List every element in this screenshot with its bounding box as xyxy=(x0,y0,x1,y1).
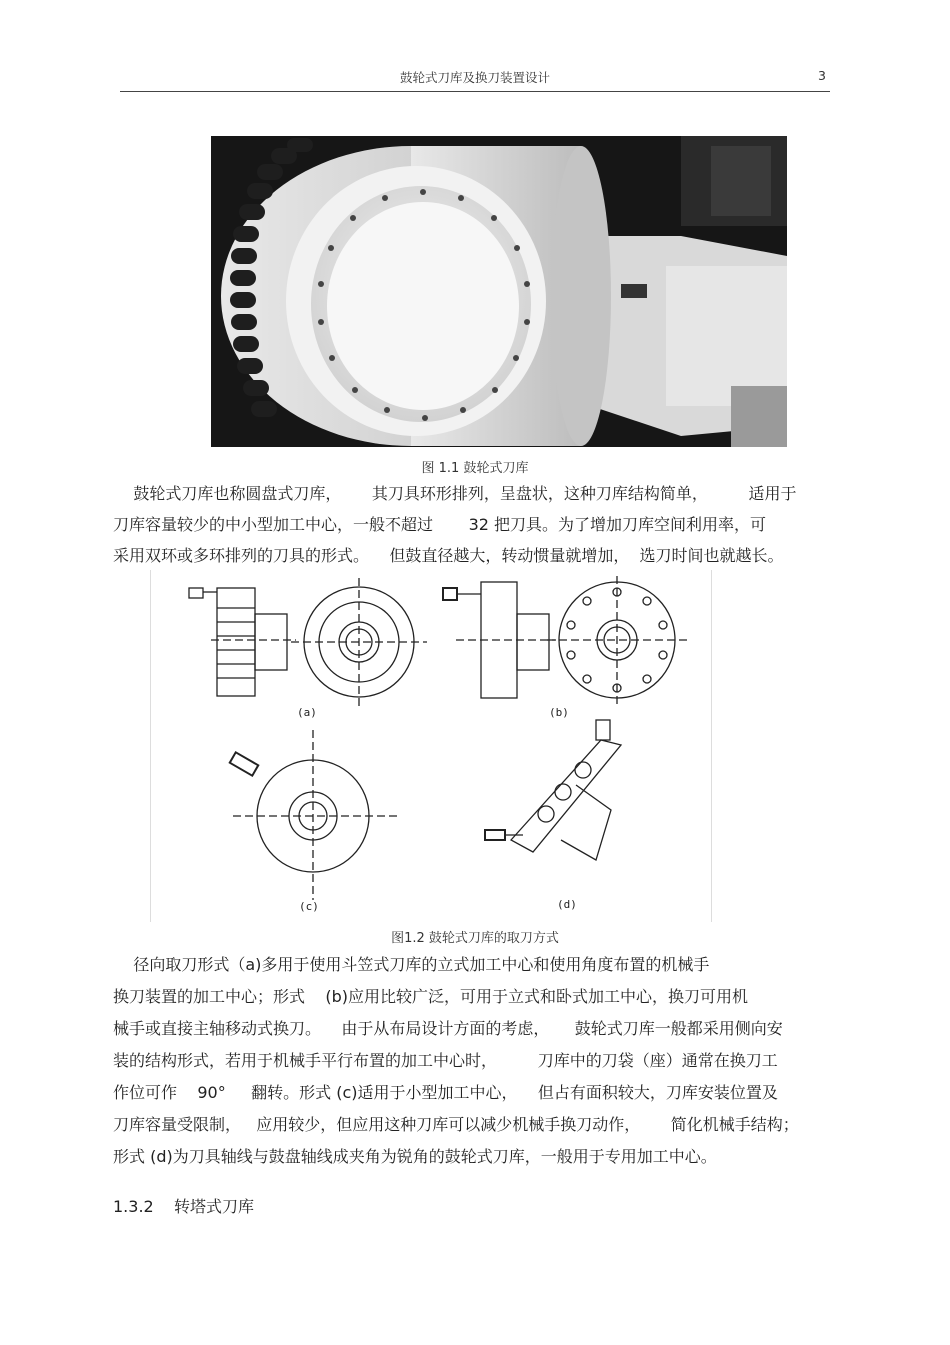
section-heading: 1.3.2 转塔式刀库 xyxy=(113,1197,255,1216)
diagram-label-b: (b) xyxy=(549,706,569,719)
paragraph-2-line-1: 径向取刀形式（a)多用于使用斗笠式刀库的立式加工中心和使用角度布置的机械手 xyxy=(113,955,710,974)
paragraph-2-line-4: 装的结构形式，若用于机械手平行布置的加工中心时， 刀库中的刀袋（座）通常在换刀工 xyxy=(113,1051,778,1070)
paragraph-2-line-3: 械手或直接主轴移动式换刀。 由于从布局设计方面的考虑， 鼓轮式刀库一般都采用侧向安 xyxy=(113,1019,783,1038)
paragraph-2-line-2: 换刀装置的加工中心；形式 (b)应用比较广泛，可用于立式和卧式加工中心，换刀可用机 xyxy=(113,987,748,1006)
diagram-b-front-view xyxy=(547,576,687,706)
photo-illustration xyxy=(211,136,787,447)
diagram-label-c: (c) xyxy=(299,900,319,913)
tool-retrieval-diagrams xyxy=(150,570,712,922)
diagram-a-side-view xyxy=(189,588,296,696)
diagram-d-view xyxy=(485,720,621,860)
paragraph-1-line-1: 鼓轮式刀库也称圆盘式刀库， 其刀具环形排列，呈盘状，这种刀库结构简单， 适用于 xyxy=(113,484,797,503)
paragraph-2-line-7: 形式 (d)为刀具轴线与鼓盘轴线成夹角为锐角的鼓轮式刀库，一般用于专用加工中心。 xyxy=(113,1147,717,1166)
diagram-c-view xyxy=(230,730,397,900)
diagram-label-d: (d) xyxy=(557,898,577,911)
diagram-a-front-view xyxy=(291,578,427,706)
header-rule xyxy=(120,91,830,92)
paragraph-1-line-2: 刀库容量较少的中小型加工中心，一般不超过 32 把刀具。为了增加刀库空间利用率，可 xyxy=(113,515,767,534)
page-number: 3 xyxy=(818,68,826,83)
paragraph-1-line-3: 采用双环或多环排列的刀具的形式。 但鼓直径越大，转动惯量就增加， 选刀时间也就越长。 xyxy=(113,546,784,565)
running-header-title: 鼓轮式刀库及换刀装置设计 xyxy=(399,70,550,85)
figure-1-2-caption: 图1.2 鼓轮式刀库的取刀方式 xyxy=(391,931,559,946)
paragraph-2-line-5: 作位可作 90° 翻转。形式 (c)适用于小型加工中心， 但占有面积较大，刀库安装位置及 xyxy=(113,1083,778,1102)
drum-tool-magazine-photo xyxy=(211,136,787,447)
diagram-b-side-view xyxy=(443,582,556,698)
paragraph-2-line-6: 刀库容量受限制， 应用较少，但应用这种刀库可以减少机械手换刀动作， 简化机械手结构； xyxy=(113,1115,799,1134)
diagram-label-a: (a) xyxy=(297,706,317,719)
diagram-svg xyxy=(151,570,711,922)
figure-1-1-caption: 图 1.1 鼓轮式刀库 xyxy=(421,461,529,476)
